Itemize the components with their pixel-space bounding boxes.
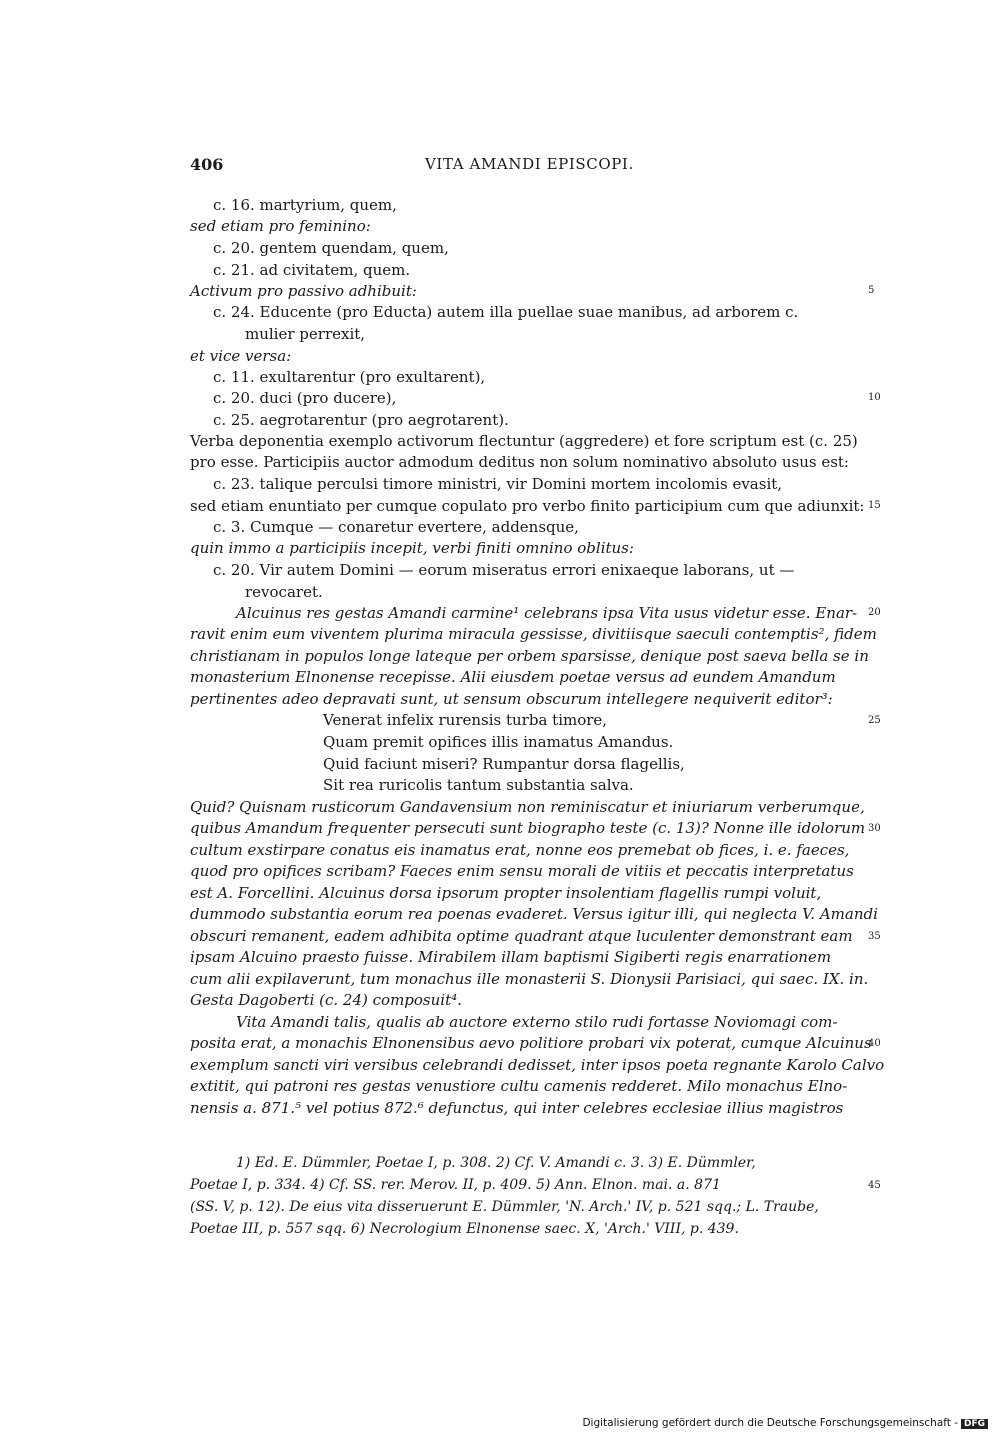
line-number: 20 <box>868 607 881 618</box>
verse-line: Quam premit opifices illis inamatus Amandus. <box>323 733 674 751</box>
text-line: mulier perrexit, <box>245 325 366 343</box>
text-line: c. 20. Vir autem Domini — eorum miseratus errori enixaeque laborans, ut — <box>213 561 795 579</box>
verse-line: Venerat infelix rurensis turba timore, <box>323 711 608 729</box>
text-line: c. 25. aegrotarentur (pro aegrotarent). <box>213 411 509 429</box>
text-line: ipsam Alcuino praesto fuisse. Mirabilem illam baptismi Sigiberti regis enarrationem <box>190 948 832 966</box>
text-line: obscuri remanent, eadem adhibita optime quadrant atque luculenter demonstrant eam <box>190 927 853 945</box>
line-number: 30 <box>868 823 881 834</box>
line-number: 45 <box>868 1180 881 1191</box>
text-line: cum alii expilaverunt, tum monachus ille monasterii S. Dionysii Parisiaci, qui saec. IX. in. <box>190 970 869 988</box>
text-line: exemplum sancti viri versibus celebrandi dedisset, inter ipsos poeta regnante Karolo Calvo <box>190 1056 885 1074</box>
text-line: est A. Forcellini. Alcuinus dorsa ipsorum propter insolentiam flagellis rumpi voluit, <box>190 884 822 902</box>
text-line: c. 21. ad civitatem, quem. <box>213 261 411 279</box>
text-line: extitit, qui patroni res gestas venustiore cultu camenis redderet. Milo monachus Elno- <box>190 1077 848 1095</box>
text-line: c. 3. Cumque — conaretur evertere, addensque, <box>213 518 579 536</box>
text-line: Activum pro passivo adhibuit: <box>190 282 417 300</box>
text-line: sed etiam pro feminino: <box>190 217 371 235</box>
text-line: sed etiam enuntiato per cumque copulato pro verbo finito participium cum que adiunxit: <box>190 497 865 515</box>
text-line: Vita Amandi talis, qualis ab auctore externo stilo rudi fortasse Noviomagi com- <box>236 1013 838 1031</box>
verse-line: Quid faciunt miseri? Rumpantur dorsa flagellis, <box>323 755 685 773</box>
line-number: 25 <box>868 715 881 726</box>
text-line: quibus Amandum frequenter persecuti sunt biographo teste (c. 13)? Nonne ille idolorum <box>190 819 866 837</box>
text-line: pertinentes adeo depravati sunt, ut sensum obscurum intellegere nequiverit editor³: <box>190 690 833 708</box>
dfg-logo: DFG <box>961 1419 988 1429</box>
verse-line: Sit rea ruricolis tantum substantia salva. <box>323 776 634 794</box>
credit-text: Digitalisierung gefördert durch die Deutsche Forschungsgemeinschaft - <box>582 1417 958 1429</box>
page-number: 406 <box>190 155 224 174</box>
text-line: cultum exstirpare conatus eis inamatus erat, nonne eos premebat ob fices, i. e. faeces, <box>190 841 850 859</box>
text-line: c. 20. duci (pro ducere), <box>213 389 397 407</box>
text-line: Verba deponentia exemplo activorum flectuntur (aggredere) et fore scriptum est (c. 25) <box>190 432 858 450</box>
text-line: nensis a. 871.⁵ vel potius 872.⁶ defunctus, qui inter celebres ecclesiae illius magistros <box>190 1099 844 1117</box>
line-number: 5 <box>868 285 875 296</box>
text-line: c. 11. exultarentur (pro exultarent), <box>213 368 486 386</box>
line-number: 10 <box>868 392 881 403</box>
text-line: quod pro opifices scribam? Faeces enim sensu morali de vitiis et peccatis interpretatus <box>190 862 854 880</box>
digitization-credit <box>582 1417 988 1429</box>
text-line: c. 20. gentem quendam, quem, <box>213 239 449 257</box>
text-line: monasterium Elnonense recepisse. Alii eiusdem poetae versus ad eundem Amandum <box>190 668 836 686</box>
text-line: christianam in populos longe lateque per orbem sparsisse, denique post saeva bella se in <box>190 647 869 665</box>
running-head: VITA AMANDI EPISCOPI. <box>425 155 634 173</box>
text-line: posita erat, a monachis Elnonensibus aevo politiore probari vix poterat, cumque Alcuinus <box>190 1034 872 1052</box>
text-line: ravit enim eum viventem plurima miracula gessisse, divitiisque saeculi contemptis², fidem <box>190 625 877 643</box>
footnote-line: 1) Ed. E. Dümmler, Poetae I, p. 308. 2) Cf. V. Amandi c. 3. 3) E. Dümmler, <box>236 1155 756 1171</box>
text-line: c. 23. talique perculsi timore ministri, vir Domini mortem incolomis evasit, <box>213 475 783 493</box>
footnote-line: Poetae III, p. 557 sqq. 6) Necrologium Elnonense saec. X, 'Arch.' VIII, p. 439. <box>190 1221 739 1237</box>
text-line: pro esse. Participiis auctor admodum deditus non solum nominativo absoluto usus est: <box>190 453 849 471</box>
text-line: Alcuinus res gestas Amandi carmine¹ celebrans ipsa Vita usus videtur esse. Enar- <box>236 604 858 622</box>
line-number: 40 <box>868 1038 881 1049</box>
line-number: 35 <box>868 931 881 942</box>
text-line: c. 16. martyrium, quem, <box>213 196 397 214</box>
line-number: 15 <box>868 500 881 511</box>
text-line: c. 24. Educente (pro Educta) autem illa puellae suae manibus, ad arborem c. <box>213 303 799 321</box>
text-line: Quid? Quisnam rusticorum Gandavensium non reminiscatur et iniuriarum verberumque, <box>190 798 865 816</box>
text-line: dummodo substantia eorum rea poenas evaderet. Versus igitur illi, qui neglecta V. Amandi <box>190 905 878 923</box>
footnote-line: (SS. V, p. 12). De eius vita disseruerunt E. Dümmler, 'N. Arch.' IV, p. 521 sqq.; L. Traube, <box>190 1199 819 1215</box>
footnote-line: Poetae I, p. 334. 4) Cf. SS. rer. Merov. II, p. 409. 5) Ann. Elnon. mai. a. 871 <box>190 1177 721 1193</box>
text-line: Gesta Dagoberti (c. 24) composuit⁴. <box>190 991 462 1009</box>
text-line: quin immo a participiis incepit, verbi finiti omnino oblitus: <box>190 539 634 557</box>
text-line: revocaret. <box>245 583 323 601</box>
text-line: et vice versa: <box>190 347 292 365</box>
